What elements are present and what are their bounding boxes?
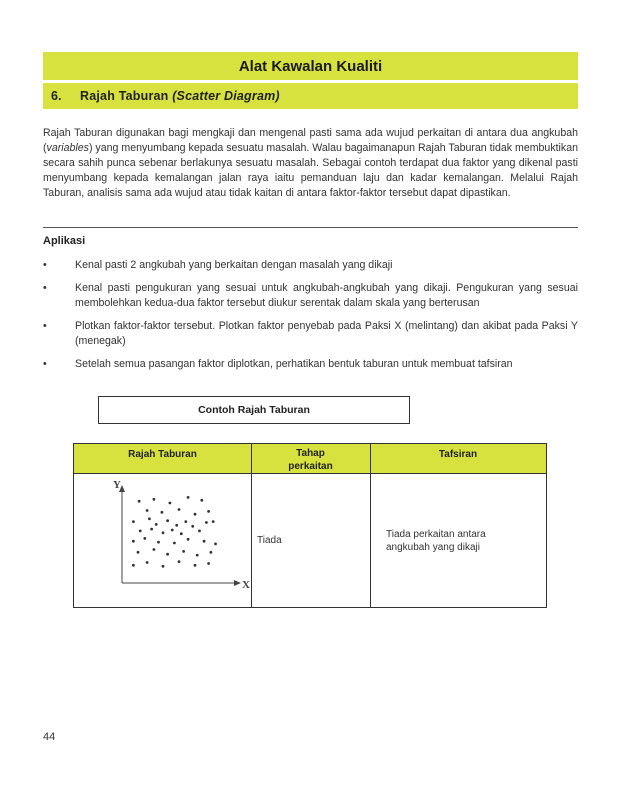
scatter-point <box>146 509 149 512</box>
bullet-dot: • <box>43 282 47 294</box>
scatter-point <box>146 561 149 564</box>
scatter-point <box>203 540 206 543</box>
application-heading: Aplikasi <box>43 235 86 247</box>
section-header-band <box>43 83 578 109</box>
x-axis-label: X <box>242 579 250 591</box>
interpretation-line1: Tiada perkaitan antara <box>386 529 486 540</box>
scatter-point <box>137 551 140 554</box>
scatter-points <box>132 496 217 568</box>
section-title-italic: (Scatter Diagram) <box>172 89 280 103</box>
scatter-point <box>161 511 164 514</box>
scatter-point <box>169 502 172 505</box>
section-title <box>80 89 280 103</box>
scatter-point <box>194 564 197 567</box>
y-axis <box>119 485 125 583</box>
scatter-point <box>173 542 176 545</box>
intro-italic: variables <box>46 142 89 154</box>
bullet-dot: • <box>43 320 47 332</box>
scatter-point <box>187 538 190 541</box>
scatter-point <box>210 551 213 554</box>
scatter-point <box>166 519 169 522</box>
list-item-text: Plotkan faktor-faktor tersebut. Plotkan faktor penyebab pada Paksi X (melintang) dan akibat pada Paksi Y (menegak) <box>75 320 578 347</box>
list-item <box>43 281 578 311</box>
x-axis-arrow <box>234 580 241 586</box>
scatter-point <box>171 529 174 532</box>
scatter-point <box>132 520 135 523</box>
scatter-point <box>205 521 208 524</box>
header-interpretation: Tafsiran <box>438 449 478 460</box>
section-title-text: Rajah Taburan <box>80 89 169 103</box>
header-correlation-line2: perkaitan <box>288 461 333 472</box>
page-number: 44 <box>43 731 56 743</box>
scatter-point <box>178 508 181 511</box>
scatter-point <box>153 548 156 551</box>
list-item <box>43 319 578 349</box>
header-scatter-diagram: Rajah Taburan <box>128 449 197 460</box>
scatter-point <box>143 537 146 540</box>
scatter-point <box>207 562 210 565</box>
intro-part1: Rajah Taburan digunakan bagi mengkaji dan mengenal pasti sama ada wujud perkaitan di antara dua angkubah ( <box>43 127 578 154</box>
section-number: 6. <box>51 89 62 103</box>
interpretation-value <box>386 528 486 554</box>
scatter-point <box>162 531 165 534</box>
scatter-point <box>148 517 151 520</box>
scatter-point <box>207 510 210 513</box>
y-axis-label: Y <box>113 479 121 491</box>
scatter-point <box>162 565 165 568</box>
scatter-point <box>132 540 135 543</box>
example-table <box>73 443 547 608</box>
x-axis <box>122 580 241 586</box>
divider <box>43 227 578 228</box>
scatter-point <box>150 528 153 531</box>
bullet-dot: • <box>43 358 47 370</box>
scatter-point <box>200 499 203 502</box>
list-item <box>43 357 578 372</box>
scatter-point <box>157 541 160 544</box>
list-item-text: Setelah semua pasangan faktor diplotkan, perhatikan bentuk taburan untuk membuat tafsiran <box>75 358 513 370</box>
scatter-point <box>166 553 169 556</box>
scatter-point <box>198 530 201 533</box>
scatter-point <box>132 564 135 567</box>
list-item-text: Kenal pasti 2 angkubah yang berkaitan dengan masalah yang dikaji <box>75 259 393 271</box>
header-correlation-level <box>251 447 370 473</box>
column-divider <box>370 444 371 607</box>
bullet-dot: • <box>43 259 47 271</box>
example-title-box: Contoh Rajah Taburan <box>98 396 410 424</box>
scatter-point <box>178 560 181 563</box>
scatter-chart <box>106 476 256 604</box>
scatter-point <box>175 524 178 527</box>
scatter-point <box>214 543 217 546</box>
scatter-point <box>194 513 197 516</box>
scatter-point <box>155 523 158 526</box>
scatter-point <box>182 550 185 553</box>
scatter-point <box>191 525 194 528</box>
scatter-point <box>212 520 215 523</box>
list-item-text: Kenal pasti pengukuran yang sesuai untuk angkubah-angkubah yang dikaji. Pengukuran yang sesuai membolehkan kedua-dua faktor tersebut diukur serentak dalam skala yang berterusan <box>75 282 578 309</box>
page-title: Alat Kawalan Kualiti <box>238 58 383 75</box>
scatter-point <box>138 500 141 503</box>
application-list <box>43 258 578 380</box>
header-correlation-line1: Tahap <box>296 448 325 459</box>
page-header-band <box>43 52 578 80</box>
correlation-level-value: Tiada <box>257 535 282 546</box>
scatter-point <box>180 532 183 535</box>
intro-part2: ) yang menyumbang kepada sesuatu masalah. Walau bagaimanapun Rajah Taburan tidak membuktikan secara sahih punca sebenar berlakunya sesuatu masalah. Sebagai contoh terdapat dua faktor yang dikenal pasti menyumbang kepada kemalangan jalan raya iaitu pemanduan laju dan kadar kemalangan. Melalui Rajah Taburan, analisis sama ada wujud atau tidak kaitan di antara faktor-faktor tersebut dapat dipastikan. <box>43 142 578 199</box>
scatter-point <box>187 496 190 499</box>
list-item <box>43 258 578 273</box>
scatter-point <box>153 498 156 501</box>
interpretation-line2: angkubah yang dikaji <box>386 542 480 553</box>
scatter-point <box>196 554 199 557</box>
scatter-point <box>184 520 187 523</box>
scatter-point <box>139 530 142 533</box>
intro-paragraph <box>43 126 578 201</box>
